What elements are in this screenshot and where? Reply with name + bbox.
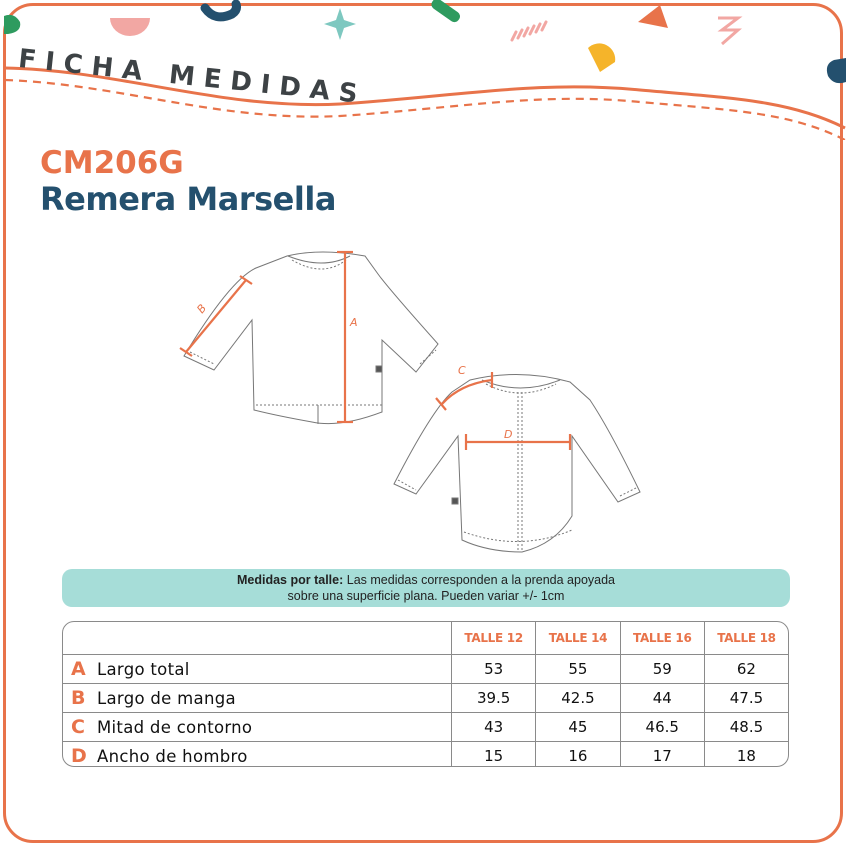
row-label bbox=[63, 713, 452, 742]
row-label bbox=[63, 655, 452, 684]
navy-squiggle-shape bbox=[205, 4, 237, 17]
green-blob-shape bbox=[4, 15, 20, 34]
note-line-1 bbox=[62, 572, 790, 588]
table-cell: 53 bbox=[452, 655, 536, 684]
table-cell: 45 bbox=[536, 713, 620, 742]
table-cell: 62 bbox=[704, 655, 788, 684]
garment-technical-drawing bbox=[170, 240, 650, 560]
table-header-blank bbox=[63, 622, 452, 655]
table-cell: 55 bbox=[536, 655, 620, 684]
row-label-text: Mitad de contorno bbox=[97, 718, 253, 737]
table-cell: 17 bbox=[620, 742, 704, 768]
product-code: CM206G bbox=[40, 145, 184, 181]
orange-triangle-shape bbox=[638, 5, 668, 28]
table-header-row bbox=[63, 622, 788, 655]
product-name: Remera Marsella bbox=[40, 180, 336, 218]
pink-half-circle-shape bbox=[110, 18, 150, 36]
table-cell: 59 bbox=[620, 655, 704, 684]
table-row bbox=[63, 713, 788, 742]
sheet-title: FICHA MEDIDAS bbox=[16, 44, 368, 111]
note-text-1: Las medidas corresponden a la prenda apoyada bbox=[343, 573, 615, 587]
table-cell: 44 bbox=[620, 684, 704, 713]
pink-stripes-shape bbox=[512, 22, 546, 40]
table-row bbox=[63, 742, 788, 768]
green-bar-shape bbox=[429, 0, 462, 24]
table-row bbox=[63, 655, 788, 684]
table-cell: 39.5 bbox=[452, 684, 536, 713]
table-cell: 43 bbox=[452, 713, 536, 742]
table-cell: 48.5 bbox=[704, 713, 788, 742]
table-cell: 42.5 bbox=[536, 684, 620, 713]
note-line-2: sobre una superficie plana. Pueden variar +/- 1cm bbox=[287, 589, 565, 603]
front-view bbox=[184, 252, 438, 424]
back-view bbox=[394, 374, 640, 552]
row-label-text: Ancho de hombro bbox=[97, 747, 248, 766]
teal-star-shape bbox=[324, 8, 356, 40]
dimension-label-d: D bbox=[504, 428, 513, 441]
size-table bbox=[62, 621, 789, 767]
dimension-label-a: A bbox=[350, 316, 358, 329]
table-cell: 16 bbox=[536, 742, 620, 768]
row-letter: B bbox=[71, 687, 86, 709]
table-cell: 46.5 bbox=[620, 713, 704, 742]
wave-dashed-line bbox=[5, 80, 845, 140]
column-header: TALLE 18 bbox=[704, 622, 788, 655]
row-letter: C bbox=[71, 716, 86, 738]
table-cell: 18 bbox=[704, 742, 788, 768]
navy-blob-shape bbox=[827, 58, 846, 83]
table-cell: 15 bbox=[452, 742, 536, 768]
dimension-label-c: C bbox=[458, 364, 466, 377]
measurement-note bbox=[62, 569, 790, 607]
dimension-label-b: B bbox=[194, 301, 210, 316]
pink-zigzag-shape bbox=[718, 18, 738, 44]
note-bold: Medidas por talle: bbox=[237, 573, 344, 587]
row-letter: D bbox=[71, 745, 88, 767]
column-header: TALLE 16 bbox=[620, 622, 704, 655]
table-cell: 47.5 bbox=[704, 684, 788, 713]
column-header: TALLE 12 bbox=[452, 622, 536, 655]
row-label bbox=[63, 684, 452, 713]
row-letter: A bbox=[71, 658, 87, 680]
row-label-text: Largo total bbox=[97, 660, 190, 679]
row-label-text: Largo de manga bbox=[97, 689, 236, 708]
table-row bbox=[63, 684, 788, 713]
row-label bbox=[63, 742, 452, 768]
yellow-half-circle-shape bbox=[588, 43, 615, 72]
column-header: TALLE 14 bbox=[536, 622, 620, 655]
